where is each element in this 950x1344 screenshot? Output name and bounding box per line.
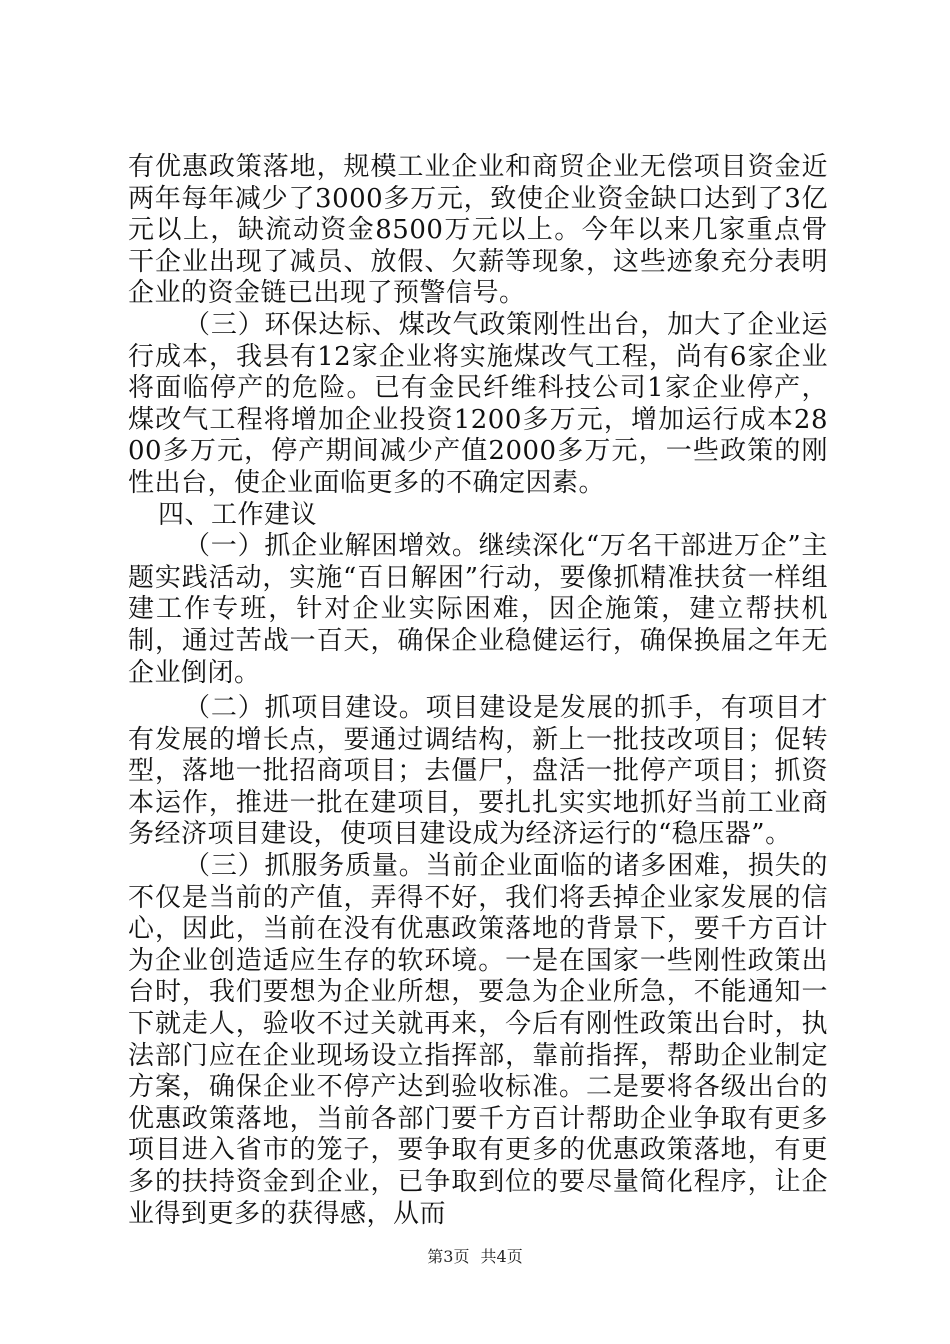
paragraph-section-three: （三）环保达标、煤改气政策刚性出台，加大了企业运行成本，我县有12家企业将实施煤改气工程，尚有6家企业将面临停产的危险。已有金民纤维科技公司1家企业停产，煤改气工程将增加企业投资1200多万元，增加运行成本2800多万元，停产期间减少产值2000多万元，一些政策的刚性出台，使企业面临更多的不确定因素。 [128, 309, 828, 498]
paragraph-continuation: 有优惠政策落地，规模工业企业和商贸企业无偿项目资金近两年每年减少了3000多万元，致使企业资金缺口达到了3亿元以上，缺流动资金8500万元以上。今年以来几家重点骨干企业出现了减员、放假、欠薪等现象，这些迹象充分表明企业的资金链已出现了预警信号。 [128, 152, 828, 309]
section-heading: 四、工作建议 [158, 499, 318, 530]
paragraph-suggestion-two: （二）抓项目建设。项目建设是发展的抓手，有项目才有发展的增长点，要通过调结构，新上一批技改项目；促转型，落地一批招商项目；去僵尸，盘活一批停产项目；抓资本运作，推进一批在建项目，要扎扎实实地抓好当前工业商务经济项目建设，使项目建设成为经济运行的“稳压器”。 [128, 693, 828, 850]
page-footer [0, 1244, 950, 1267]
paragraph-suggestion-three: （三）抓服务质量。当前企业面临的诸多困难，损失的不仅是当前的产值，弄得不好，我们将丢掉企业家发展的信心，因此，当前在没有优惠政策落地的背景下，要千方百计为企业创造适应生存的软环境。一是在国家一些刚性政策出台时，我们要想为企业所想，要急为企业所急，不能通知一下就走人，验收不过关就再来，今后有刚性政策出台时，执法部门应在企业现场设立指挥部，靠前指挥，帮助企业制定方案，确保企业不停产达到验收标准。二是要将各级出台的优惠政策落地，当前各部门要千方百计帮助企业争取有更多项目进入省市的笼子，要争取有更多的优惠政策落地，有更多的扶持资金到企业，已争取到位的要尽量简化程序，让企业得到更多的获得感，从而 [128, 851, 828, 1229]
page-number-total: 共4页 [480, 1247, 523, 1266]
page-number-current: 第3页 [427, 1247, 470, 1266]
document-body [128, 152, 828, 1230]
paragraph-suggestion-one: （一）抓企业解困增效。继续深化“万名干部进万企”主题实践活动，实施“百日解困”行动，要像抓精准扶贫一样组建工作专班，针对企业实际困难，因企施策，建立帮扶机制，通过苦战一百天，确保企业稳健运行，确保换届之年无企业倒闭。 [128, 531, 828, 688]
